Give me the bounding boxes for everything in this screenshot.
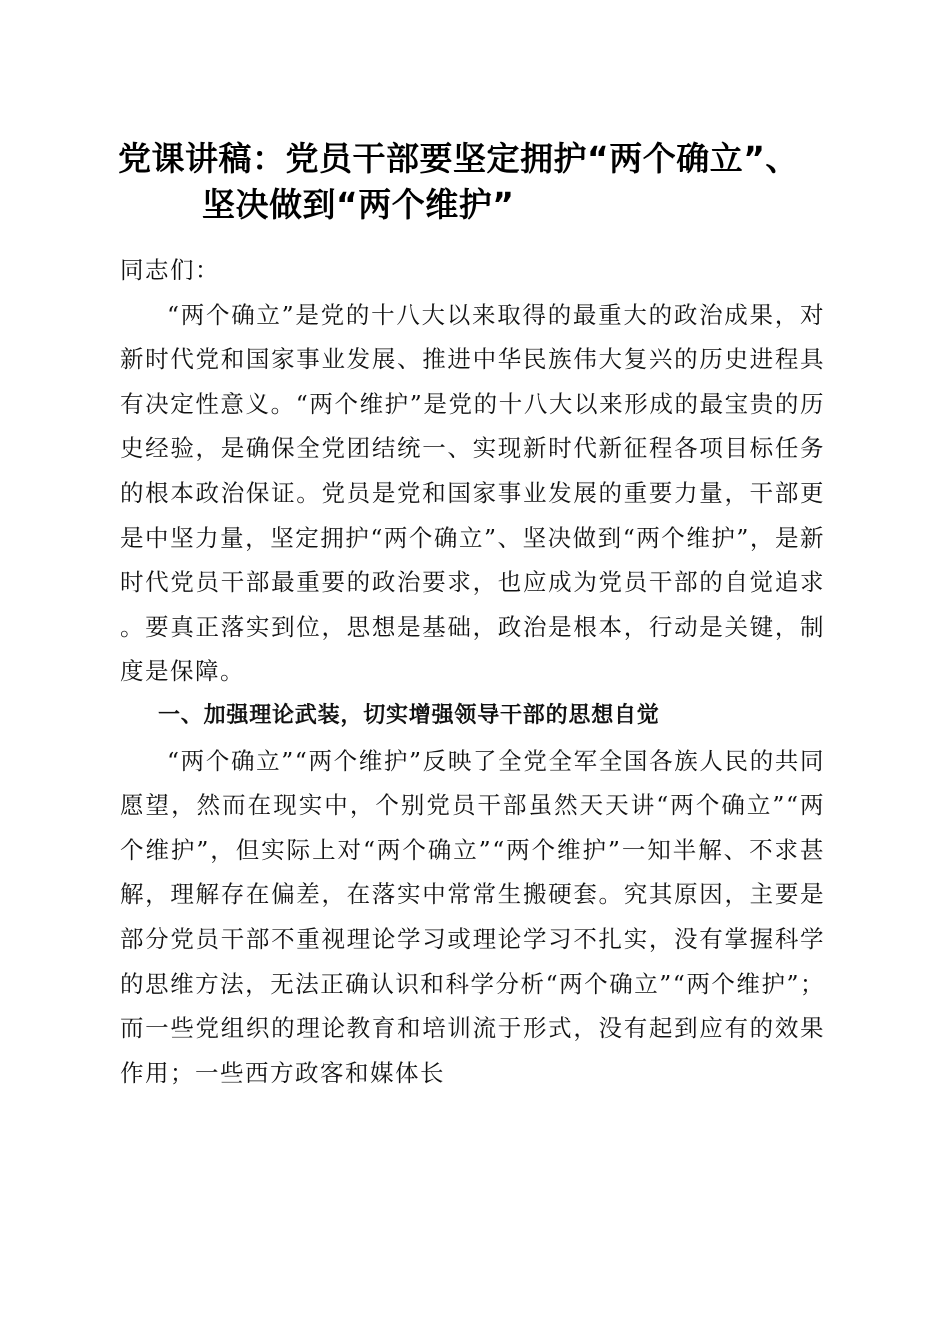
document-title <box>118 136 858 228</box>
paragraph-intro: “两个确立”是党的十八大以来取得的最重大的政治成果，对新时代党和国家事业发展、推进中华民族伟大复兴的历史进程具有决定性意义。“两个维护”是党的十八大以来形成的最宝贵的历史经验，是确保全党团结统一、实现新时代新征程各项目标任务的根本政治保证。党员是党和国家事业发展的重要力量，干部更是中坚力量，坚定拥护“两个确立”、坚决做到“两个维护”，是新时代党员干部最重要的政治要求，也应成为党员干部的自觉追求。要真正落实到位，思想是基础，政治是根本，行动是关键，制度是保障。 <box>120 300 825 686</box>
title-line-2: 坚决做到“两个维护” <box>202 185 515 224</box>
document-body <box>120 248 825 1095</box>
title-line-1: 党课讲稿：党员干部要坚定拥护“两个确立”、 <box>118 139 799 178</box>
section-heading-1: 一、加强理论武装，切实增强领导干部的思想自觉 <box>158 702 660 728</box>
salutation: 同志们： <box>120 256 220 284</box>
paragraph-section-1: “两个确立”“两个维护”反映了全党全军全国各族人民的共同愿望，然而在现实中，个别党员干部虽然天天讲“两个确立”“两个维护”，但实际上对“两个确立”“两个维护”一知半解、不求甚解，理解存在偏差，在落实中常常生搬硬套。究其原因，主要是部分党员干部不重视理论学习或理论学习不扎实，没有掌握科学的思维方法，无法正确认识和科学分析“两个确立”“两个维护”；而一些党组织的理论教育和培训流于形式，没有起到应有的效果作用；一些西方政客和媒体长 <box>120 746 825 1087</box>
